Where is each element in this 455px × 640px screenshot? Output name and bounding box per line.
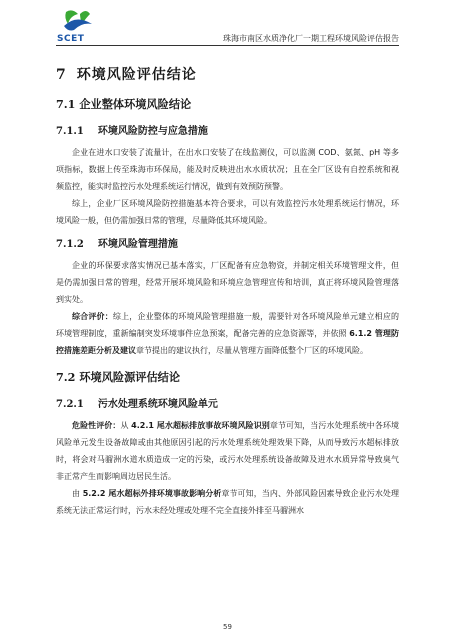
paragraph: 企业在进水口安装了流量计，在出水口安装了在线监测仪，可以监测 COD、氨氮、pH 等多项指标，数据上传至珠海市环保局，能及时反映进出水水质状况；且在全厂区设有自控系统和视频监控，能实时监控污水处理系统运行情况，做到有效预防预警。 [56,148,399,191]
section-reference: 5.2.2 尾水超标外排环境事故影响分析 [82,489,222,498]
logo-text: SCET [57,34,85,44]
lead-label: 综合评价： [72,312,113,321]
paragraph-text: 章节提出的建议执行，尽量从管理方面降低整个厂区的环境风险。 [136,346,368,355]
section-title: 环境风险管理措施 [97,239,178,250]
section-title: 环境风险防控与应急措施 [97,126,208,137]
chapter-title: 环境风险评估结论 [76,67,197,83]
page-body [56,54,399,519]
lead-label: 危险性评价： [72,421,121,430]
paragraph [56,417,399,485]
section-title: 污水处理系统环境风险单元 [97,399,218,410]
paragraph-text: 由 [72,489,83,498]
paragraph-text: 综上，企业整体的环境风险管理措施一般，需要针对各环境风险单元建立相应的环境管理制度，重新编制突发环境事件应急预案，配备完善的应急资源等，并依照 [56,312,400,338]
chapter-heading [56,64,399,84]
chapter-number: 7 [56,67,67,83]
paragraph [56,308,399,359]
paragraph: 综上，企业厂区环境风险防控措施基本符合要求，可以有效监控污水处理系统运行情况，环境风险一般，但仍需加强日常的管理，尽量降低其环境风险。 [56,199,399,225]
section-7-1-heading: 7.1 企业整体环境风险结论 [56,97,192,111]
section-number: 7.2.1 [56,399,84,410]
section-number: 7.1.1 [56,126,84,137]
page-header [0,0,455,46]
section-reference: 4.2.1 尾水超标排放事故环境风险识别 [131,421,270,430]
paragraph [56,485,399,519]
section-7-2-1-heading [56,395,399,410]
report-title: 珠海市南区水质净化厂一期工程环境风险评估报告 [223,34,399,43]
section-7-2-heading: 7.2 环境风险源评估结论 [56,370,181,384]
page-number: 59 [223,623,232,631]
section-reference: 6.1.2 管理防控措施差距分析及建议 [56,329,399,355]
paragraph-text: 章节可知，当污水处理系统中各环境风险单元发生设备故障或由其他原因引起的污水处理系统处理效果下降，从而导致污水超标排放时，将会对马骝洲水道水质造成一定的污染，或污水处理系统设备故障及进水水质异常导致臭气非正常产生而影响周边居民生活。 [56,421,400,481]
paragraph: 企业的环保要求落实情况已基本落实，厂区配备有应急物资，并制定相关环境管理文件，但是仍需加强日常的管理，经常开展环境风险和环境应急管理宣传和培训，真正将环境风险管理落到实处。 [56,261,399,304]
paragraph-text: 从 [120,421,132,430]
section-7-1-2-heading [56,235,399,250]
section-7-1-1-heading [56,122,399,137]
paragraph-text: 章节可知，当内、外部风险因素导致企业污水处理系统无法正常运行时，污水未经处理或处理不完全直接外排至马骝洲水 [56,489,400,515]
section-number: 7.1.2 [56,239,84,250]
header-divider [56,45,399,46]
